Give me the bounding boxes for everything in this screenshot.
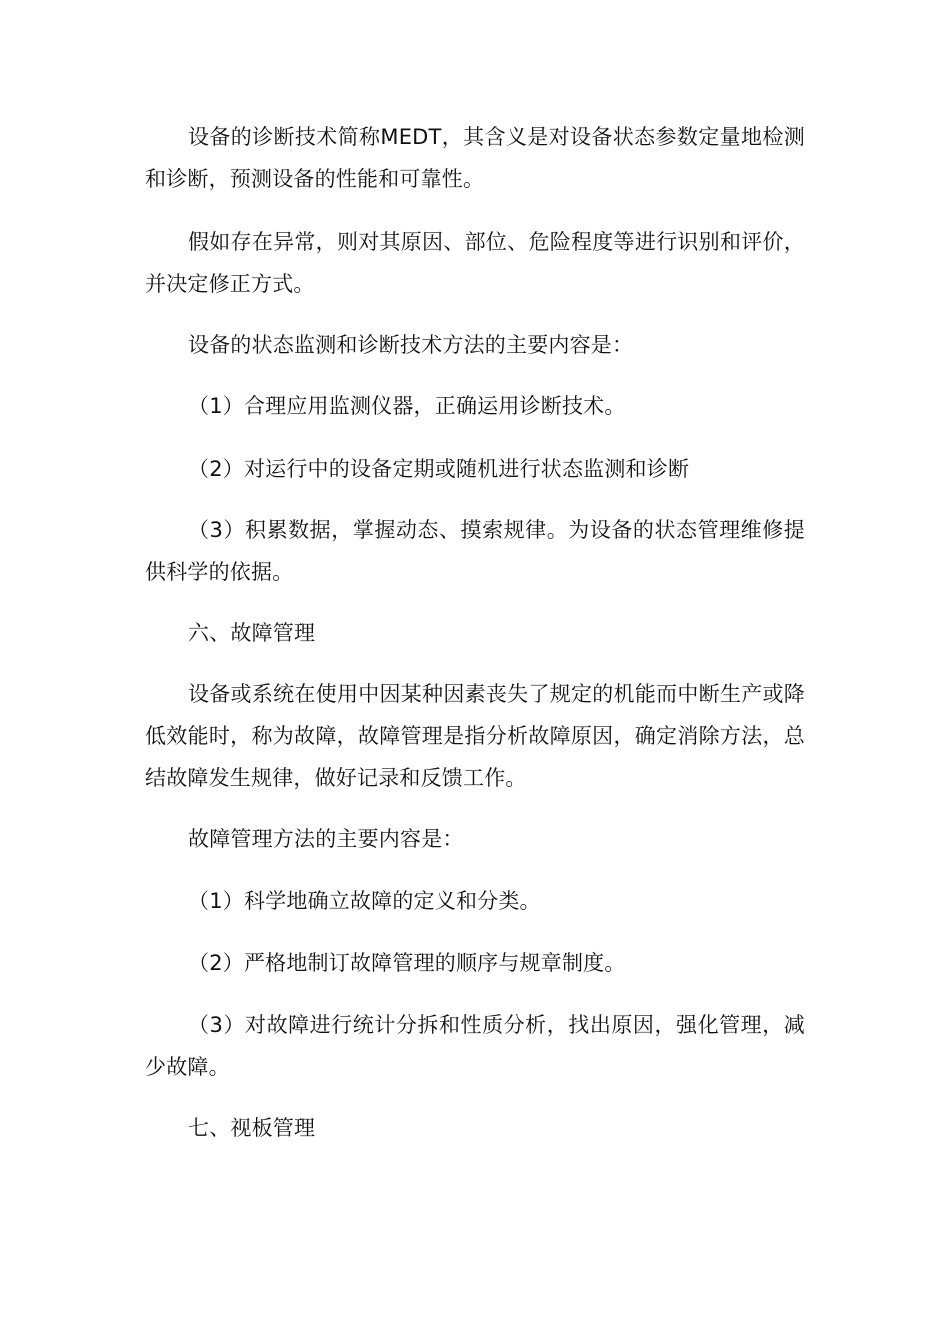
section-heading-board-management: 七、视板管理 [188,1116,316,1140]
paragraph-abnormal-handling: 假如存在异常，则对其原因、部位、危险程度等进行识别和评价，并决定修正方式。 [145,230,805,296]
paragraph-fault-definition: 设备或系统在使用中因某种因素丧失了规定的机能而中断生产或降低效能时，称为故障，故障管理是指分析故障原因，确定消除方法，总结故障发生规律，做好记录和反馈工作。 [145,682,805,790]
list-item-fault-1: （1）科学地确立故障的定义和分类。 [188,889,541,913]
list-item-monitoring-2: （2）对运行中的设备定期或随机进行状态监测和诊断 [188,457,690,481]
list-item-monitoring-3: （3）积累数据，掌握动态、摸索规律。为设备的状态管理维修提供科学的依据。 [145,518,805,584]
list-item-fault-3: （3）对故障进行统计分拆和性质分析，找出原因，强化管理，减少故障。 [145,1013,805,1079]
list-item-fault-2: （2）严格地制订故障管理的顺序与规章制度。 [188,951,626,975]
paragraph-fault-methods-intro: 故障管理方法的主要内容是： [188,827,464,851]
list-item-monitoring-1: （1）合理应用监测仪器，正确运用诊断技术。 [188,394,626,418]
paragraph-monitoring-intro: 设备的状态监测和诊断技术方法的主要内容是： [188,333,634,357]
section-heading-fault-management: 六、故障管理 [188,621,316,645]
paragraph-medt-definition: 设备的诊断技术简称MEDT，其含义是对设备状态参数定量地检测和诊断，预测设备的性能和可靠性。 [145,125,805,191]
